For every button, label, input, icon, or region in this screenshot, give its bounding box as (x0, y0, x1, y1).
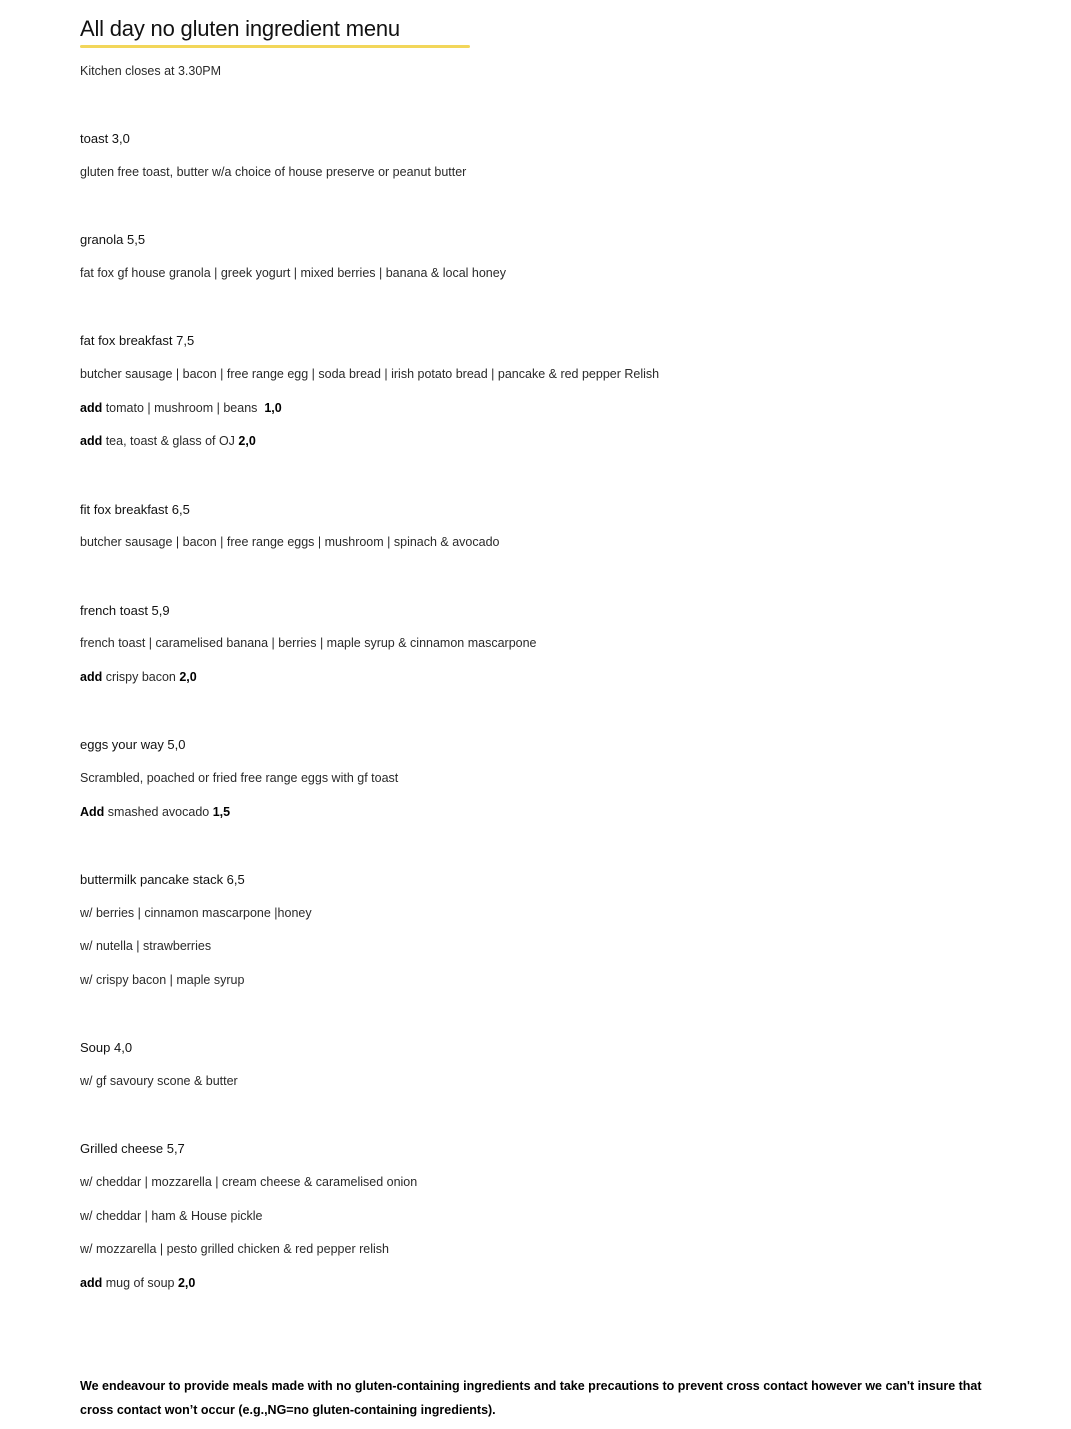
item-desc-toast: gluten free toast, butter w/a choice of house preserve or peanut butter (80, 165, 467, 179)
item-desc-grilled-cheese: w/ cheddar | mozzarella | cream cheese & caramelised onion (80, 1175, 418, 1189)
item-desc-grilled-cheese: w/ cheddar | ham & House pickle (80, 1209, 263, 1223)
addon-line (80, 402, 282, 415)
item-desc-soup: w/ gf savoury scone & butter (80, 1074, 238, 1088)
addon-text: tomato | mushroom | beans (102, 401, 265, 415)
item-desc-french-toast: french toast | caramelised banana | berries | maple syrup & cinnamon mascarpone (80, 636, 537, 650)
item-desc-granola: fat fox gf house granola | greek yogurt | mixed berries | banana & local honey (80, 266, 506, 280)
addon-price: 2,0 (179, 670, 197, 684)
addon-text: tea, toast & glass of OJ (102, 434, 239, 448)
item-heading-granola: granola 5,5 (80, 232, 146, 247)
item-heading-fat-fox-breakfast: fat fox breakfast 7,5 (80, 333, 195, 348)
item-heading-fit-fox-breakfast: fit fox breakfast 6,5 (80, 502, 190, 517)
addon-price: 2,0 (238, 434, 256, 448)
item-heading-grilled-cheese: Grilled cheese 5,7 (80, 1141, 185, 1156)
addon-price: 2,0 (177, 1276, 196, 1290)
addon-word: add (80, 401, 103, 415)
item-desc-fit-fox-breakfast: butcher sausage | bacon | free range eggs | mushroom | spinach & avocado (80, 535, 500, 549)
addon-text: smashed avocado (104, 805, 213, 819)
addon-line (80, 1277, 195, 1290)
item-desc-pancake-stack: w/ crispy bacon | maple syrup (80, 973, 245, 987)
item-desc-pancake-stack: w/ berries | cinnamon mascarpone |honey (80, 906, 312, 920)
title-underline (80, 45, 470, 48)
item-desc-grilled-cheese: w/ mozzarella | pesto grilled chicken & red pepper relish (80, 1242, 389, 1256)
item-heading-eggs-your-way: eggs your way 5,0 (80, 737, 186, 752)
addon-price: 1,5 (212, 805, 231, 819)
item-heading-soup: Soup 4,0 (80, 1040, 133, 1055)
item-desc-pancake-stack: w/ nutella | strawberries (80, 939, 212, 953)
addon-word: add (80, 1276, 103, 1290)
item-heading-french-toast: french toast 5,9 (80, 603, 170, 618)
addon-line (80, 806, 230, 819)
addon-price: 1,0 (264, 401, 282, 415)
addon-text: mug of soup (102, 1276, 178, 1290)
item-heading-toast: toast 3,0 (80, 131, 130, 146)
addon-text: crispy bacon (102, 670, 180, 684)
disclaimer: We endeavour to provide meals made with no gluten-containing ingredients and take precautions to prevent cross contact however we can't insure that cross contact won’t occur (e.g.,NG=no gluten-containing ingredients). (80, 1379, 982, 1417)
addon-word: add (80, 434, 103, 448)
item-desc-eggs-your-way: Scrambled, poached or fried free range eggs with gf toast (80, 771, 399, 785)
page-title: All day no gluten ingredient menu (80, 16, 400, 41)
item-heading-pancake-stack: buttermilk pancake stack 6,5 (80, 872, 245, 887)
kitchen-hours: Kitchen closes at 3.30PM (80, 64, 222, 78)
addon-word: Add (80, 805, 105, 819)
addon-word: add (80, 670, 103, 684)
item-desc-fat-fox-breakfast: butcher sausage | bacon | free range egg | soda bread | irish potato bread | pancake & red pepper Relish (80, 367, 660, 381)
addon-line (80, 435, 256, 448)
addon-line (80, 671, 197, 684)
